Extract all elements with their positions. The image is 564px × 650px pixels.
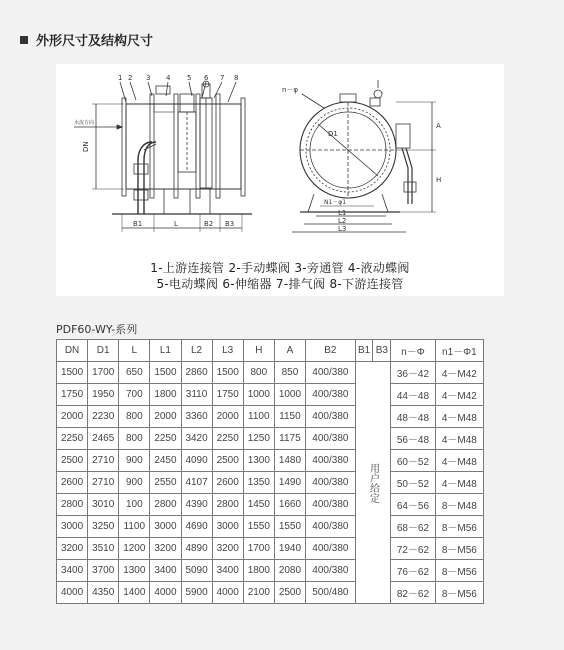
table-row <box>57 582 484 604</box>
cell-h: 1550 <box>243 516 274 538</box>
l2-label: L2 <box>338 217 347 225</box>
cell-d1: 3010 <box>88 494 119 516</box>
b1-dimension-label: B1 <box>133 220 143 228</box>
cell-a: 1000 <box>274 384 305 406</box>
cell-a: 1490 <box>274 472 305 494</box>
cell-dn: 2000 <box>57 406 88 428</box>
part-number: 4 <box>166 74 171 82</box>
cell-dn: 3400 <box>57 560 88 582</box>
table-row <box>57 406 484 428</box>
cell-a: 850 <box>274 362 305 384</box>
cell-l2: 3110 <box>181 384 212 406</box>
cell-h: 2100 <box>243 582 274 604</box>
cell-b2: 400/380 <box>306 384 356 406</box>
cell-l3: 3400 <box>212 560 243 582</box>
table-header-row <box>57 340 484 362</box>
column-header: DN <box>57 340 88 362</box>
cell-l: 1200 <box>119 538 150 560</box>
column-header: L3 <box>212 340 243 362</box>
series-title: PDF60-WY-系列 <box>56 323 138 336</box>
cell-b2: 400/380 <box>306 406 356 428</box>
cell-n-phi: 44－48 <box>391 384 436 406</box>
drawing-caption-line-1: 1-上游连接管 2-手动蝶阀 3-旁通管 4-液动蝶阀 <box>150 261 410 275</box>
cell-h: 1100 <box>243 406 274 428</box>
table-row <box>57 472 484 494</box>
right-side-view <box>282 80 441 233</box>
section-header <box>20 30 153 49</box>
cell-d1: 3510 <box>88 538 119 560</box>
column-header: D1 <box>88 340 119 362</box>
table-row <box>57 450 484 472</box>
part-number: 7 <box>220 74 225 82</box>
cell-l2: 5090 <box>181 560 212 582</box>
cell-l2: 2860 <box>181 362 212 384</box>
cell-dn: 3000 <box>57 516 88 538</box>
cell-n1-phi1: 4－M48 <box>435 472 483 494</box>
cell-dn: 2250 <box>57 428 88 450</box>
cell-l3: 2250 <box>212 428 243 450</box>
cell-a: 1940 <box>274 538 305 560</box>
cell-n1-phi1: 4－M48 <box>435 428 483 450</box>
b3-dimension-label: B3 <box>225 220 235 228</box>
cell-l2: 4690 <box>181 516 212 538</box>
column-header: L1 <box>150 340 181 362</box>
cell-l2: 5900 <box>181 582 212 604</box>
cell-h: 1800 <box>243 560 274 582</box>
cell-n-phi: 64－56 <box>391 494 436 516</box>
cell-n1-phi1: 8－M56 <box>435 560 483 582</box>
part-number: 2 <box>128 74 133 82</box>
flow-direction-label: 水流方向 <box>74 120 95 126</box>
column-header: B2 <box>306 340 356 362</box>
cell-d1: 2230 <box>88 406 119 428</box>
cell-n1-phi1: 8－M48 <box>435 494 483 516</box>
table-row <box>57 384 484 406</box>
cell-l1: 4000 <box>150 582 181 604</box>
cell-h: 1450 <box>243 494 274 516</box>
l1-label: L1 <box>338 209 347 217</box>
section-title: 外形尺寸及结构尺寸 <box>36 34 154 49</box>
cell-d1: 2710 <box>88 450 119 472</box>
cell-n-phi: 60－52 <box>391 450 436 472</box>
dn-dimension-label: DN <box>82 141 90 152</box>
table-row <box>57 516 484 538</box>
cell-h: 1000 <box>243 384 274 406</box>
cell-l1: 2250 <box>150 428 181 450</box>
part-number: 8 <box>234 74 239 82</box>
table-row <box>57 362 484 384</box>
cell-d1: 4350 <box>88 582 119 604</box>
cell-dn: 4000 <box>57 582 88 604</box>
column-header: n1－Φ1 <box>435 340 483 362</box>
cell-b2: 400/380 <box>306 362 356 384</box>
part-number: 6 <box>204 74 209 82</box>
cell-l3: 4000 <box>212 582 243 604</box>
a-label: A <box>436 122 441 130</box>
column-header: L2 <box>181 340 212 362</box>
cell-n-phi: 50－52 <box>391 472 436 494</box>
cell-l1: 2450 <box>150 450 181 472</box>
part-number: 1 <box>118 74 123 82</box>
cell-d1: 3700 <box>88 560 119 582</box>
cell-l3: 1500 <box>212 362 243 384</box>
part-number: 5 <box>187 74 192 82</box>
n-phi-label: n－φ <box>282 86 299 94</box>
cell-a: 2080 <box>274 560 305 582</box>
merged-user-specified-cell: 用户给定 <box>355 362 390 604</box>
table-row <box>57 428 484 450</box>
cell-l: 900 <box>119 472 150 494</box>
column-header: A <box>274 340 305 362</box>
cell-h: 1350 <box>243 472 274 494</box>
cell-dn: 2600 <box>57 472 88 494</box>
cell-dn: 3200 <box>57 538 88 560</box>
cell-b2: 400/380 <box>306 428 356 450</box>
column-header: n－Φ <box>391 340 436 362</box>
cell-a: 1150 <box>274 406 305 428</box>
cell-l3: 2500 <box>212 450 243 472</box>
cell-n1-phi1: 4－M48 <box>435 406 483 428</box>
cell-l2: 4107 <box>181 472 212 494</box>
cell-l: 800 <box>119 428 150 450</box>
cell-l3: 3200 <box>212 538 243 560</box>
square-bullet-icon <box>20 36 28 44</box>
cell-h: 800 <box>243 362 274 384</box>
cell-l3: 2000 <box>212 406 243 428</box>
cell-n1-phi1: 8－M56 <box>435 538 483 560</box>
cell-n1-phi1: 4－M48 <box>435 450 483 472</box>
cell-n-phi: 76－62 <box>391 560 436 582</box>
cell-b2: 400/380 <box>306 494 356 516</box>
cell-l: 650 <box>119 362 150 384</box>
cell-dn: 1500 <box>57 362 88 384</box>
cell-l2: 3360 <box>181 406 212 428</box>
cell-d1: 3250 <box>88 516 119 538</box>
cell-l3: 1750 <box>212 384 243 406</box>
cell-l: 100 <box>119 494 150 516</box>
column-header: B3 <box>373 340 391 362</box>
drawing-caption-line-2: 5-电动蝶阀 6-伸缩器 7-排气阀 8-下游连接管 <box>156 277 404 291</box>
cell-dn: 2800 <box>57 494 88 516</box>
column-header: B1 <box>355 340 373 362</box>
cell-l2: 4890 <box>181 538 212 560</box>
cell-l3: 2600 <box>212 472 243 494</box>
cell-l1: 3400 <box>150 560 181 582</box>
column-header: L <box>119 340 150 362</box>
cell-dn: 1750 <box>57 384 88 406</box>
cell-l1: 3000 <box>150 516 181 538</box>
cell-a: 1175 <box>274 428 305 450</box>
cell-n1-phi1: 8－M56 <box>435 516 483 538</box>
l3-label: L3 <box>338 225 347 233</box>
cell-n1-phi1: 4－M42 <box>435 362 483 384</box>
l-dimension-label: L <box>174 220 178 228</box>
cell-l1: 1800 <box>150 384 181 406</box>
cell-l: 900 <box>119 450 150 472</box>
cell-l2: 4390 <box>181 494 212 516</box>
cell-n-phi: 72－62 <box>391 538 436 560</box>
cell-d1: 1700 <box>88 362 119 384</box>
cell-l1: 2800 <box>150 494 181 516</box>
cell-l3: 3000 <box>212 516 243 538</box>
cell-d1: 2710 <box>88 472 119 494</box>
d1-label: D1 <box>328 130 338 138</box>
cell-b2: 400/380 <box>306 516 356 538</box>
cell-dn: 2500 <box>57 450 88 472</box>
cell-n-phi: 68－62 <box>391 516 436 538</box>
table-row <box>57 538 484 560</box>
cell-l: 1300 <box>119 560 150 582</box>
b2-dimension-label: B2 <box>204 220 214 228</box>
cell-n1-phi1: 8－M56 <box>435 582 483 604</box>
cell-d1: 1950 <box>88 384 119 406</box>
cell-n-phi: 56－48 <box>391 428 436 450</box>
cell-h: 1700 <box>243 538 274 560</box>
cell-b2: 400/380 <box>306 472 356 494</box>
cell-b2: 400/380 <box>306 450 356 472</box>
cell-l1: 2550 <box>150 472 181 494</box>
cell-d1: 2465 <box>88 428 119 450</box>
cell-a: 1660 <box>274 494 305 516</box>
cell-a: 1550 <box>274 516 305 538</box>
cell-l1: 3200 <box>150 538 181 560</box>
cell-a: 1480 <box>274 450 305 472</box>
cell-n-phi: 36－42 <box>391 362 436 384</box>
cell-l2: 4090 <box>181 450 212 472</box>
n1-phi1-label: N1－φ1 <box>324 199 347 206</box>
cell-b2: 500/480 <box>306 582 356 604</box>
dimensions-table <box>56 339 484 604</box>
cell-l: 800 <box>119 406 150 428</box>
cell-l3: 2800 <box>212 494 243 516</box>
cell-b2: 400/380 <box>306 560 356 582</box>
table-row <box>57 494 484 516</box>
cell-l: 700 <box>119 384 150 406</box>
cell-n-phi: 48－48 <box>391 406 436 428</box>
cell-l2: 3420 <box>181 428 212 450</box>
table-row <box>57 560 484 582</box>
cell-h: 1300 <box>243 450 274 472</box>
cell-l: 1400 <box>119 582 150 604</box>
column-header: H <box>243 340 274 362</box>
cell-h: 1250 <box>243 428 274 450</box>
cell-b2: 400/380 <box>306 538 356 560</box>
left-elevation <box>74 74 252 232</box>
cell-n1-phi1: 4－M42 <box>435 384 483 406</box>
cell-l1: 1500 <box>150 362 181 384</box>
cell-a: 2500 <box>274 582 305 604</box>
cell-n-phi: 82－62 <box>391 582 436 604</box>
cell-l1: 2000 <box>150 406 181 428</box>
part-number: 3 <box>146 74 151 82</box>
h-label: H <box>436 176 442 184</box>
cell-l: 1100 <box>119 516 150 538</box>
technical-drawing <box>56 64 504 296</box>
